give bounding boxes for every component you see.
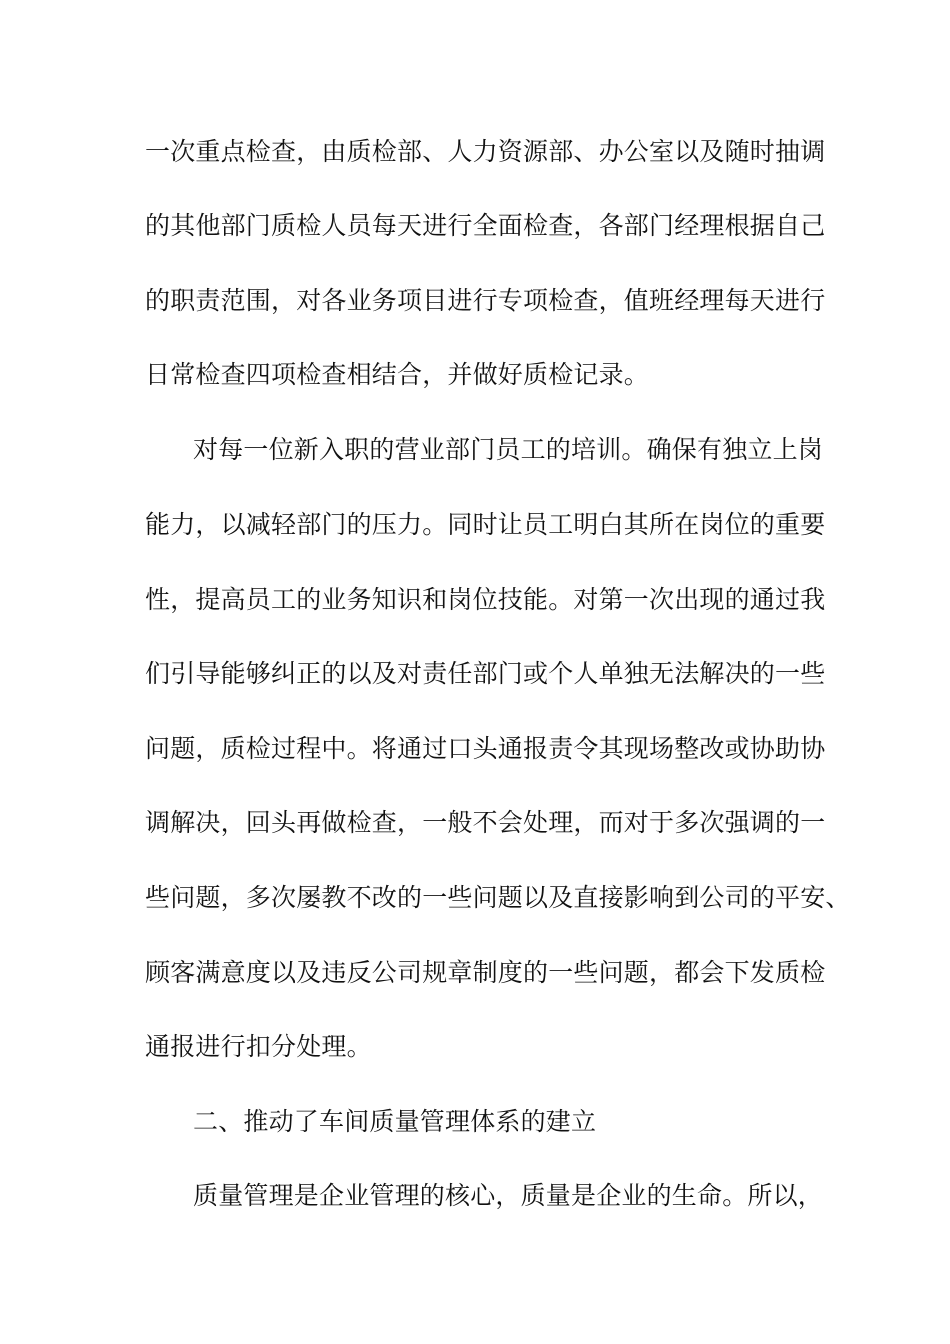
paragraph-line: 的其他部门质检人员每天进行全面检查，各部门经理根据自己 <box>145 211 826 240</box>
paragraph-line: 些问题，多次屡教不改的一些问题以及直接影响到公司的平安、 <box>145 883 851 912</box>
paragraph-line: 通报进行扣分处理。 <box>145 1032 372 1061</box>
paragraph-line: 一次重点检查，由质检部、人力资源部、办公室以及随时抽调 <box>145 137 826 166</box>
paragraph-line: 的职责范围，对各业务项目进行专项检查，值班经理每天进行 <box>145 286 826 315</box>
paragraph-line: 问题，质检过程中。将通过口头通报责令其现场整改或协助协 <box>145 734 826 763</box>
paragraph-line: 对每一位新入职的营业部门员工的培训。确保有独立上岗 <box>193 435 824 464</box>
section-heading: 二、推动了车间质量管理体系的建立 <box>193 1107 597 1136</box>
paragraph-line: 日常检查四项检查相结合，并做好质检记录。 <box>145 360 650 389</box>
paragraph-line: 能力，以减轻部门的压力。同时让员工明白其所在岗位的重要 <box>145 510 826 539</box>
paragraph-line: 质量管理是企业管理的核心，质量是企业的生命。所以， <box>193 1181 824 1210</box>
paragraph-line: 们引导能够纠正的以及对责任部门或个人单独无法解决的一些 <box>145 659 826 688</box>
paragraph-line: 调解决，回头再做检查，一般不会处理，而对于多次强调的一 <box>145 808 826 837</box>
paragraph-line: 性，提高员工的业务知识和岗位技能。对第一次出现的通过我 <box>145 585 826 614</box>
paragraph-line: 顾客满意度以及违反公司规章制度的一些问题，都会下发质检 <box>145 958 826 987</box>
